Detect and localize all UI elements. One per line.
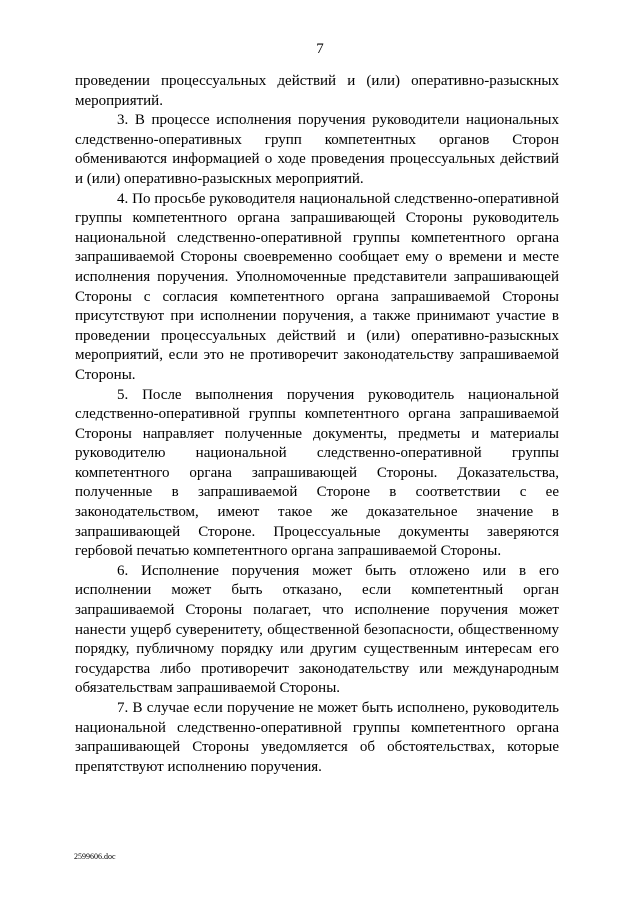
text-line: Стороны направляет полученные документы, предметы и материалы [75,425,559,442]
text-line: полученные в запрашиваемой Стороне в соответствии с ее [75,484,559,501]
text-line: обязательствам запрашиваемой Стороны. [75,680,341,697]
text-line: 6. Исполнение поручения может быть отложено или в его [117,562,559,579]
text-line: Стороны. [75,366,136,383]
document-body [75,72,559,777]
text-line: запрашиваемой Стороны своевременно сообщает ему о времени и месте [75,249,559,266]
text-line: проведении процессуальных действий и (или) оперативно-разыскных [75,327,559,344]
text-line: запрашиваемой Стороны полагает, что исполнение поручения может [75,602,559,619]
text-line: национальной следственно-оперативной группы компетентного органа [75,229,559,246]
text-line: и (или) оперативно-разыскных мероприятий. [75,170,364,187]
footer-filename: 2599606.doc [74,852,116,861]
text-line: порядку, публичному порядку или другим существенным интересам его [75,641,559,658]
text-line: препятствуют исполнению поручения. [75,758,322,775]
text-line: 7. В случае если поручение не может быть исполнено, руководитель [117,700,559,716]
text-line: руководителю национальной следственно-оперативной группы [75,445,559,462]
text-line: присутствуют при исполнении поручения, а также принимают участие в [75,308,559,325]
text-line: 4. По просьбе руководителя национальной следственно-оперативной [117,190,559,207]
text-line: государства либо противоречит законодательству или международным [75,660,559,677]
text-line: запрашивающей Стороны уведомляется об обстоятельствах, которые [75,739,559,756]
text-line: группы компетентного органа запрашивающей Стороны руководитель [75,210,559,227]
text-line: исполнении может быть отказано, если компетентный орган [75,582,559,599]
text-line: нанести ущерб суверенитету, общественной безопасности, общественному [75,621,559,638]
text-line: гербовой печатью компетентного органа запрашиваемой Стороны. [75,543,502,560]
text-line: проведении процессуальных действий и (или) оперативно-разыскных [75,73,559,89]
text-line: компетентного органа запрашивающей Стороны. Доказательства, [75,464,559,481]
text-line: законодательством, имеют такое же доказательное значение в [75,504,559,521]
text-line: обмениваются информацией о ходе проведения процессуальных действий [75,151,559,168]
text-line: исполнения поручения. Уполномоченные представители запрашивающей [75,268,559,285]
text-line: 3. В процессе исполнения поручения руководители национальных [117,112,559,129]
text-line: 5. После выполнения поручения руководитель национальной [117,386,559,403]
text-line: Стороны с согласия компетентного органа запрашиваемой Стороны [75,288,559,305]
text-line: национальной следственно-оперативной группы компетентного органа [75,719,559,736]
text-line: мероприятий, если это не противоречит законодательству запрашиваемой [75,347,559,364]
text-line: следственно-оперативной группы компетентного органа запрашиваемой [75,406,559,423]
page-number: 7 [316,41,324,57]
text-line: запрашивающей Стороне. Процессуальные документы заверяются [75,523,559,540]
text-line: следственно-оперативных групп компетентных органов Сторон [75,131,559,148]
text-line: мероприятий. [75,92,163,109]
